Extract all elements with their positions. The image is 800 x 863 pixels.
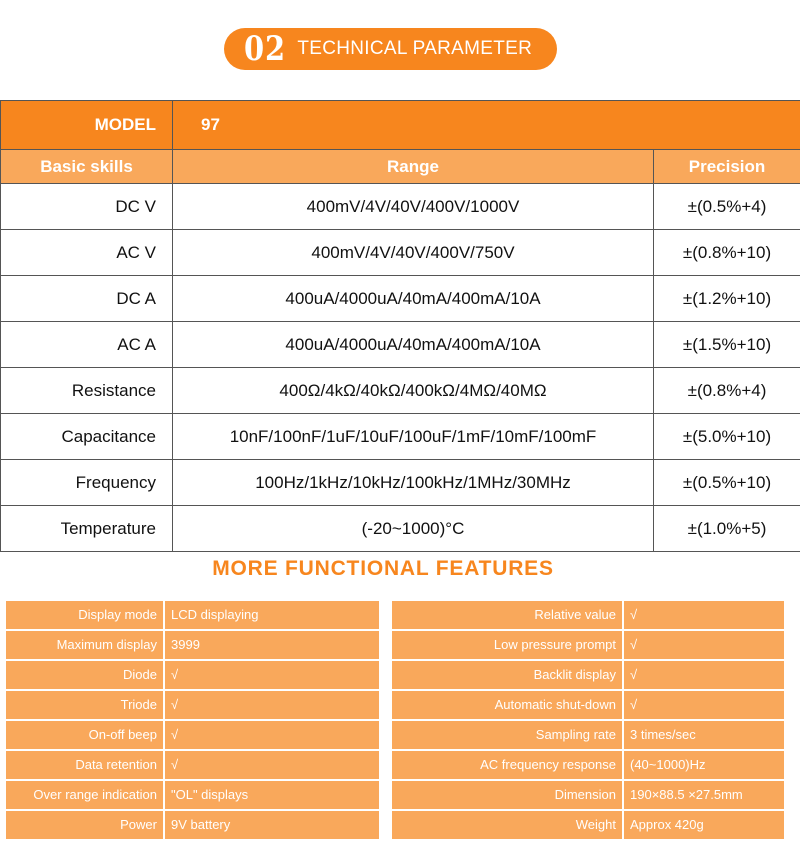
feature-label: Power — [6, 811, 163, 839]
feature-label: Maximum display — [6, 631, 163, 659]
feature-row — [392, 811, 784, 839]
feature-label: Relative value — [392, 601, 622, 629]
feature-row — [6, 601, 379, 629]
column-header-skill: Basic skills — [1, 150, 173, 184]
feature-value: LCD displaying — [165, 601, 379, 629]
range-cell: 400mV/4V/40V/400V/750V — [173, 230, 654, 276]
feature-value: √ — [624, 631, 784, 659]
model-row — [1, 101, 800, 150]
feature-row — [6, 631, 379, 659]
feature-row — [392, 661, 784, 689]
feature-row — [6, 691, 379, 719]
feature-row — [392, 751, 784, 779]
feature-label: Sampling rate — [392, 721, 622, 749]
range-cell: (-20~1000)°C — [173, 506, 654, 552]
model-label: MODEL — [1, 101, 173, 150]
precision-cell: ±(1.2%+10) — [654, 276, 800, 322]
features-left-column — [6, 601, 379, 841]
feature-value: √ — [165, 661, 379, 689]
precision-cell: ±(0.8%+4) — [654, 368, 800, 414]
table-row — [1, 276, 800, 322]
feature-row — [6, 721, 379, 749]
feature-row — [392, 691, 784, 719]
feature-value: 3 times/sec — [624, 721, 784, 749]
feature-row — [6, 811, 379, 839]
table-row — [1, 184, 800, 230]
precision-cell: ±(1.5%+10) — [654, 322, 800, 368]
precision-cell: ±(0.5%+4) — [654, 184, 800, 230]
feature-label: Diode — [6, 661, 163, 689]
skill-cell: Temperature — [1, 506, 173, 552]
feature-label: Backlit display — [392, 661, 622, 689]
feature-value: √ — [624, 601, 784, 629]
feature-row — [392, 781, 784, 809]
feature-label: Weight — [392, 811, 622, 839]
feature-label: Display mode — [6, 601, 163, 629]
skill-cell: AC A — [1, 322, 173, 368]
feature-value: "OL" displays — [165, 781, 379, 809]
skill-cell: Frequency — [1, 460, 173, 506]
table-row — [1, 230, 800, 276]
range-cell: 400mV/4V/40V/400V/1000V — [173, 184, 654, 230]
skill-cell: DC A — [1, 276, 173, 322]
feature-value: √ — [165, 721, 379, 749]
feature-value: √ — [624, 691, 784, 719]
feature-row — [392, 631, 784, 659]
precision-cell: ±(0.8%+10) — [654, 230, 800, 276]
range-cell: 400Ω/4kΩ/40kΩ/400kΩ/4MΩ/40MΩ — [173, 368, 654, 414]
feature-value: 9V battery — [165, 811, 379, 839]
table-row — [1, 322, 800, 368]
model-value: 97 — [173, 101, 800, 150]
feature-label: Triode — [6, 691, 163, 719]
feature-row — [6, 751, 379, 779]
range-cell: 400uA/4000uA/40mA/400mA/10A — [173, 276, 654, 322]
column-header-range: Range — [173, 150, 654, 184]
features-title: MORE FUNCTIONAL FEATURES — [212, 557, 554, 580]
precision-cell: ±(5.0%+10) — [654, 414, 800, 460]
section-header-pill — [224, 28, 557, 70]
column-header-row — [1, 150, 800, 184]
feature-label: On-off beep — [6, 721, 163, 749]
table-row — [1, 414, 800, 460]
feature-value: (40~1000)Hz — [624, 751, 784, 779]
feature-label: Data retention — [6, 751, 163, 779]
feature-value: √ — [165, 691, 379, 719]
feature-value: 190×88.5 ×27.5mm — [624, 781, 784, 809]
skill-cell: AC V — [1, 230, 173, 276]
feature-value: Approx 420g — [624, 811, 784, 839]
precision-cell: ±(1.0%+5) — [654, 506, 800, 552]
skill-cell: Resistance — [1, 368, 173, 414]
precision-cell: ±(0.5%+10) — [654, 460, 800, 506]
table-row — [1, 506, 800, 552]
feature-row — [392, 721, 784, 749]
spec-table — [0, 100, 800, 552]
feature-value: √ — [624, 661, 784, 689]
skill-cell: DC V — [1, 184, 173, 230]
range-cell: 400uA/4000uA/40mA/400mA/10A — [173, 322, 654, 368]
section-number: 02 — [244, 29, 286, 69]
feature-row — [6, 781, 379, 809]
section-title: TECHNICAL PARAMETER — [297, 38, 533, 59]
feature-label: Dimension — [392, 781, 622, 809]
feature-value: 3999 — [165, 631, 379, 659]
feature-label: Low pressure prompt — [392, 631, 622, 659]
feature-label: Over range indication — [6, 781, 163, 809]
feature-row — [6, 661, 379, 689]
feature-row — [392, 601, 784, 629]
range-cell: 100Hz/1kHz/10kHz/100kHz/1MHz/30MHz — [173, 460, 654, 506]
skill-cell: Capacitance — [1, 414, 173, 460]
table-row — [1, 460, 800, 506]
features-right-column — [392, 601, 784, 841]
feature-value: √ — [165, 751, 379, 779]
column-header-precision: Precision — [654, 150, 800, 184]
range-cell: 10nF/100nF/1uF/10uF/100uF/1mF/10mF/100mF — [173, 414, 654, 460]
table-row — [1, 368, 800, 414]
feature-label: AC frequency response — [392, 751, 622, 779]
feature-label: Automatic shut-down — [392, 691, 622, 719]
